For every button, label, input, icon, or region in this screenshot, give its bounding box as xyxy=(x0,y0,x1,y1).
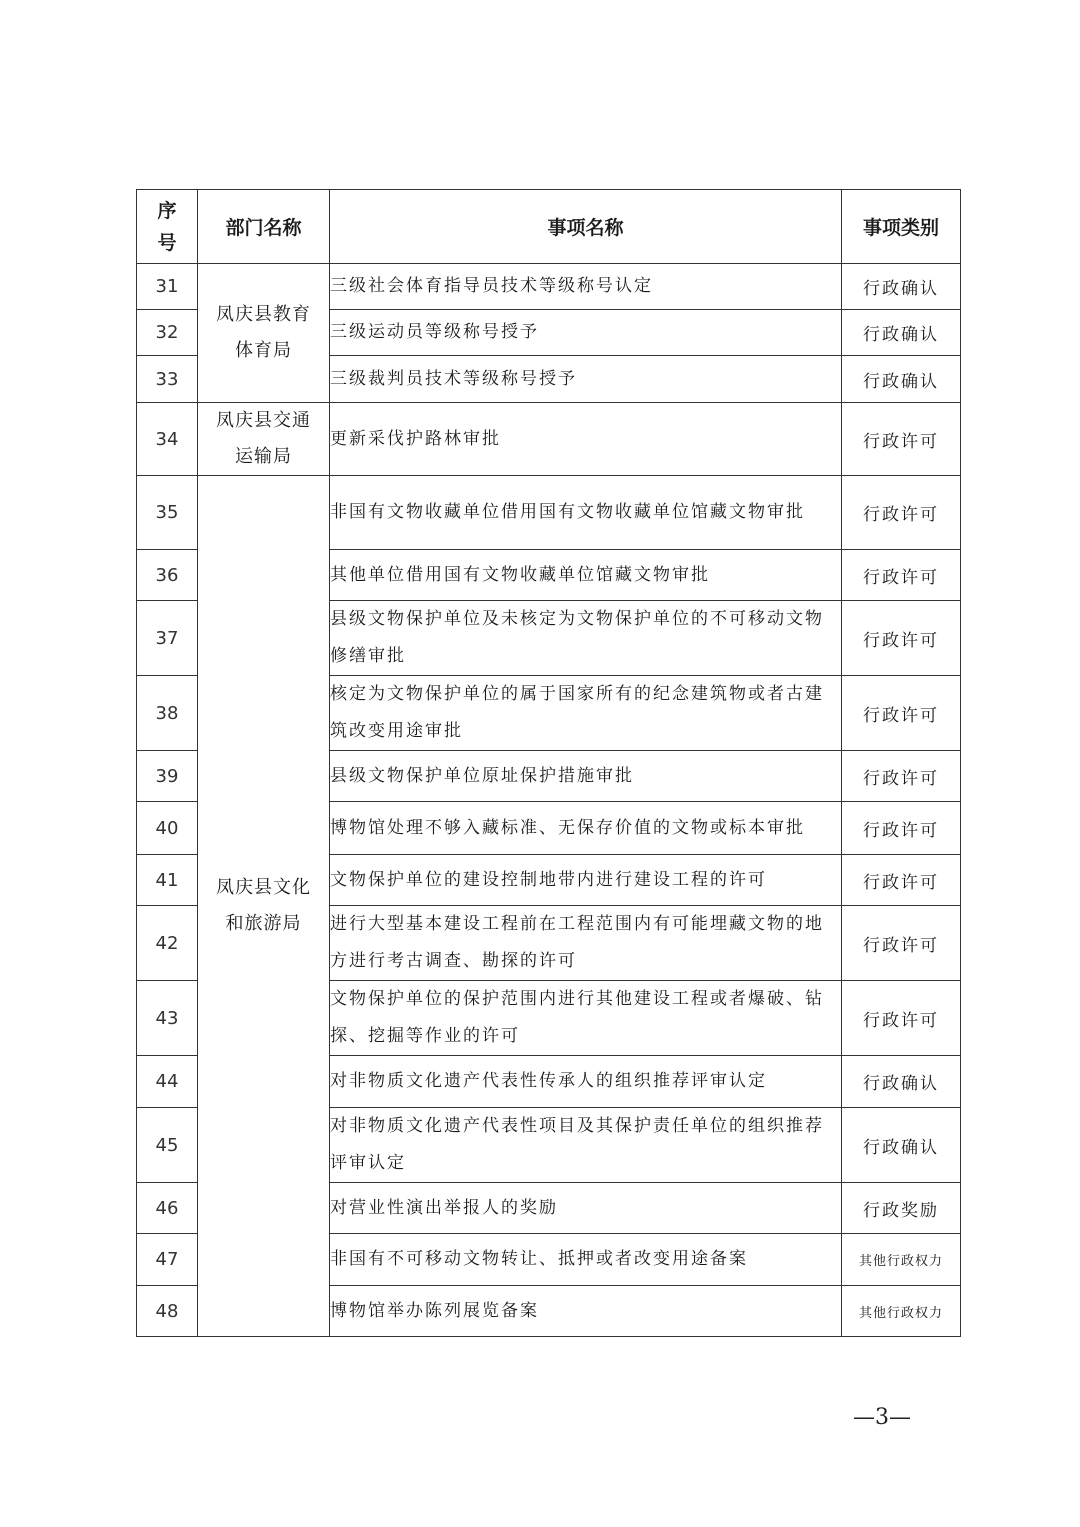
item-type: 行政许可 xyxy=(842,550,961,601)
item-type: 行政许可 xyxy=(842,601,961,676)
item-name: 县级文物保护单位原址保护措施审批 xyxy=(330,751,842,802)
item-type: 行政许可 xyxy=(842,403,961,476)
item-type: 行政许可 xyxy=(842,981,961,1056)
header-item-name: 事项名称 xyxy=(330,190,842,264)
item-type: 其他行政权力 xyxy=(842,1286,961,1337)
item-type: 行政确认 xyxy=(842,1056,961,1108)
matters-table xyxy=(136,189,961,1337)
item-name: 非国有文物收藏单位借用国有文物收藏单位馆藏文物审批 xyxy=(330,476,842,550)
department-cell: 凤庆县教育 体育局 xyxy=(198,264,330,403)
item-type: 行政许可 xyxy=(842,676,961,751)
row-number: 42 xyxy=(137,906,198,981)
item-name: 更新采伐护路林审批 xyxy=(330,403,842,476)
item-type: 行政确认 xyxy=(842,1108,961,1183)
row-number: 41 xyxy=(137,855,198,906)
row-number: 44 xyxy=(137,1056,198,1108)
table-row xyxy=(137,403,961,476)
item-name: 三级社会体育指导员技术等级称号认定 xyxy=(330,264,842,310)
item-name: 文物保护单位的建设控制地带内进行建设工程的许可 xyxy=(330,855,842,906)
item-type: 行政许可 xyxy=(842,906,961,981)
item-name: 非国有不可移动文物转让、抵押或者改变用途备案 xyxy=(330,1234,842,1286)
item-name: 三级裁判员技术等级称号授予 xyxy=(330,356,842,403)
item-type: 行政许可 xyxy=(842,855,961,906)
row-number: 31 xyxy=(137,264,198,310)
item-name: 博物馆处理不够入藏标准、无保存价值的文物或标本审批 xyxy=(330,802,842,855)
table-header-row xyxy=(137,190,961,264)
item-name: 三级运动员等级称号授予 xyxy=(330,310,842,356)
row-number: 38 xyxy=(137,676,198,751)
item-type: 其他行政权力 xyxy=(842,1234,961,1286)
row-number: 40 xyxy=(137,802,198,855)
item-name: 县级文物保护单位及未核定为文物保护单位的不可移动文物修缮审批 xyxy=(330,601,842,676)
item-type: 行政确认 xyxy=(842,356,961,403)
item-name: 对非物质文化遗产代表性项目及其保护责任单位的组织推荐评审认定 xyxy=(330,1108,842,1183)
row-number: 43 xyxy=(137,981,198,1056)
row-number: 34 xyxy=(137,403,198,476)
row-number: 36 xyxy=(137,550,198,601)
item-name: 对营业性演出举报人的奖励 xyxy=(330,1183,842,1234)
row-number: 32 xyxy=(137,310,198,356)
department-cell: 凤庆县文化 和旅游局 xyxy=(198,476,330,1337)
table-row xyxy=(137,264,961,310)
item-type: 行政奖励 xyxy=(842,1183,961,1234)
page-number: —3— xyxy=(853,1405,911,1430)
item-type: 行政确认 xyxy=(842,264,961,310)
row-number: 37 xyxy=(137,601,198,676)
item-type: 行政许可 xyxy=(842,751,961,802)
header-serial-number: 序 号 xyxy=(137,190,198,264)
department-cell: 凤庆县交通 运输局 xyxy=(198,403,330,476)
item-name: 博物馆举办陈列展览备案 xyxy=(330,1286,842,1337)
item-name: 进行大型基本建设工程前在工程范围内有可能埋藏文物的地方进行考古调查、勘探的许可 xyxy=(330,906,842,981)
row-number: 33 xyxy=(137,356,198,403)
item-type: 行政许可 xyxy=(842,802,961,855)
row-number: 48 xyxy=(137,1286,198,1337)
table-row xyxy=(137,476,961,550)
item-name: 文物保护单位的保护范围内进行其他建设工程或者爆破、钻探、挖掘等作业的许可 xyxy=(330,981,842,1056)
item-type: 行政确认 xyxy=(842,310,961,356)
item-name: 其他单位借用国有文物收藏单位馆藏文物审批 xyxy=(330,550,842,601)
header-item-type: 事项类别 xyxy=(842,190,961,264)
row-number: 46 xyxy=(137,1183,198,1234)
item-name: 对非物质文化遗产代表性传承人的组织推荐评审认定 xyxy=(330,1056,842,1108)
item-name: 核定为文物保护单位的属于国家所有的纪念建筑物或者古建筑改变用途审批 xyxy=(330,676,842,751)
row-number: 39 xyxy=(137,751,198,802)
item-type: 行政许可 xyxy=(842,476,961,550)
row-number: 47 xyxy=(137,1234,198,1286)
row-number: 45 xyxy=(137,1108,198,1183)
row-number: 35 xyxy=(137,476,198,550)
header-department: 部门名称 xyxy=(198,190,330,264)
